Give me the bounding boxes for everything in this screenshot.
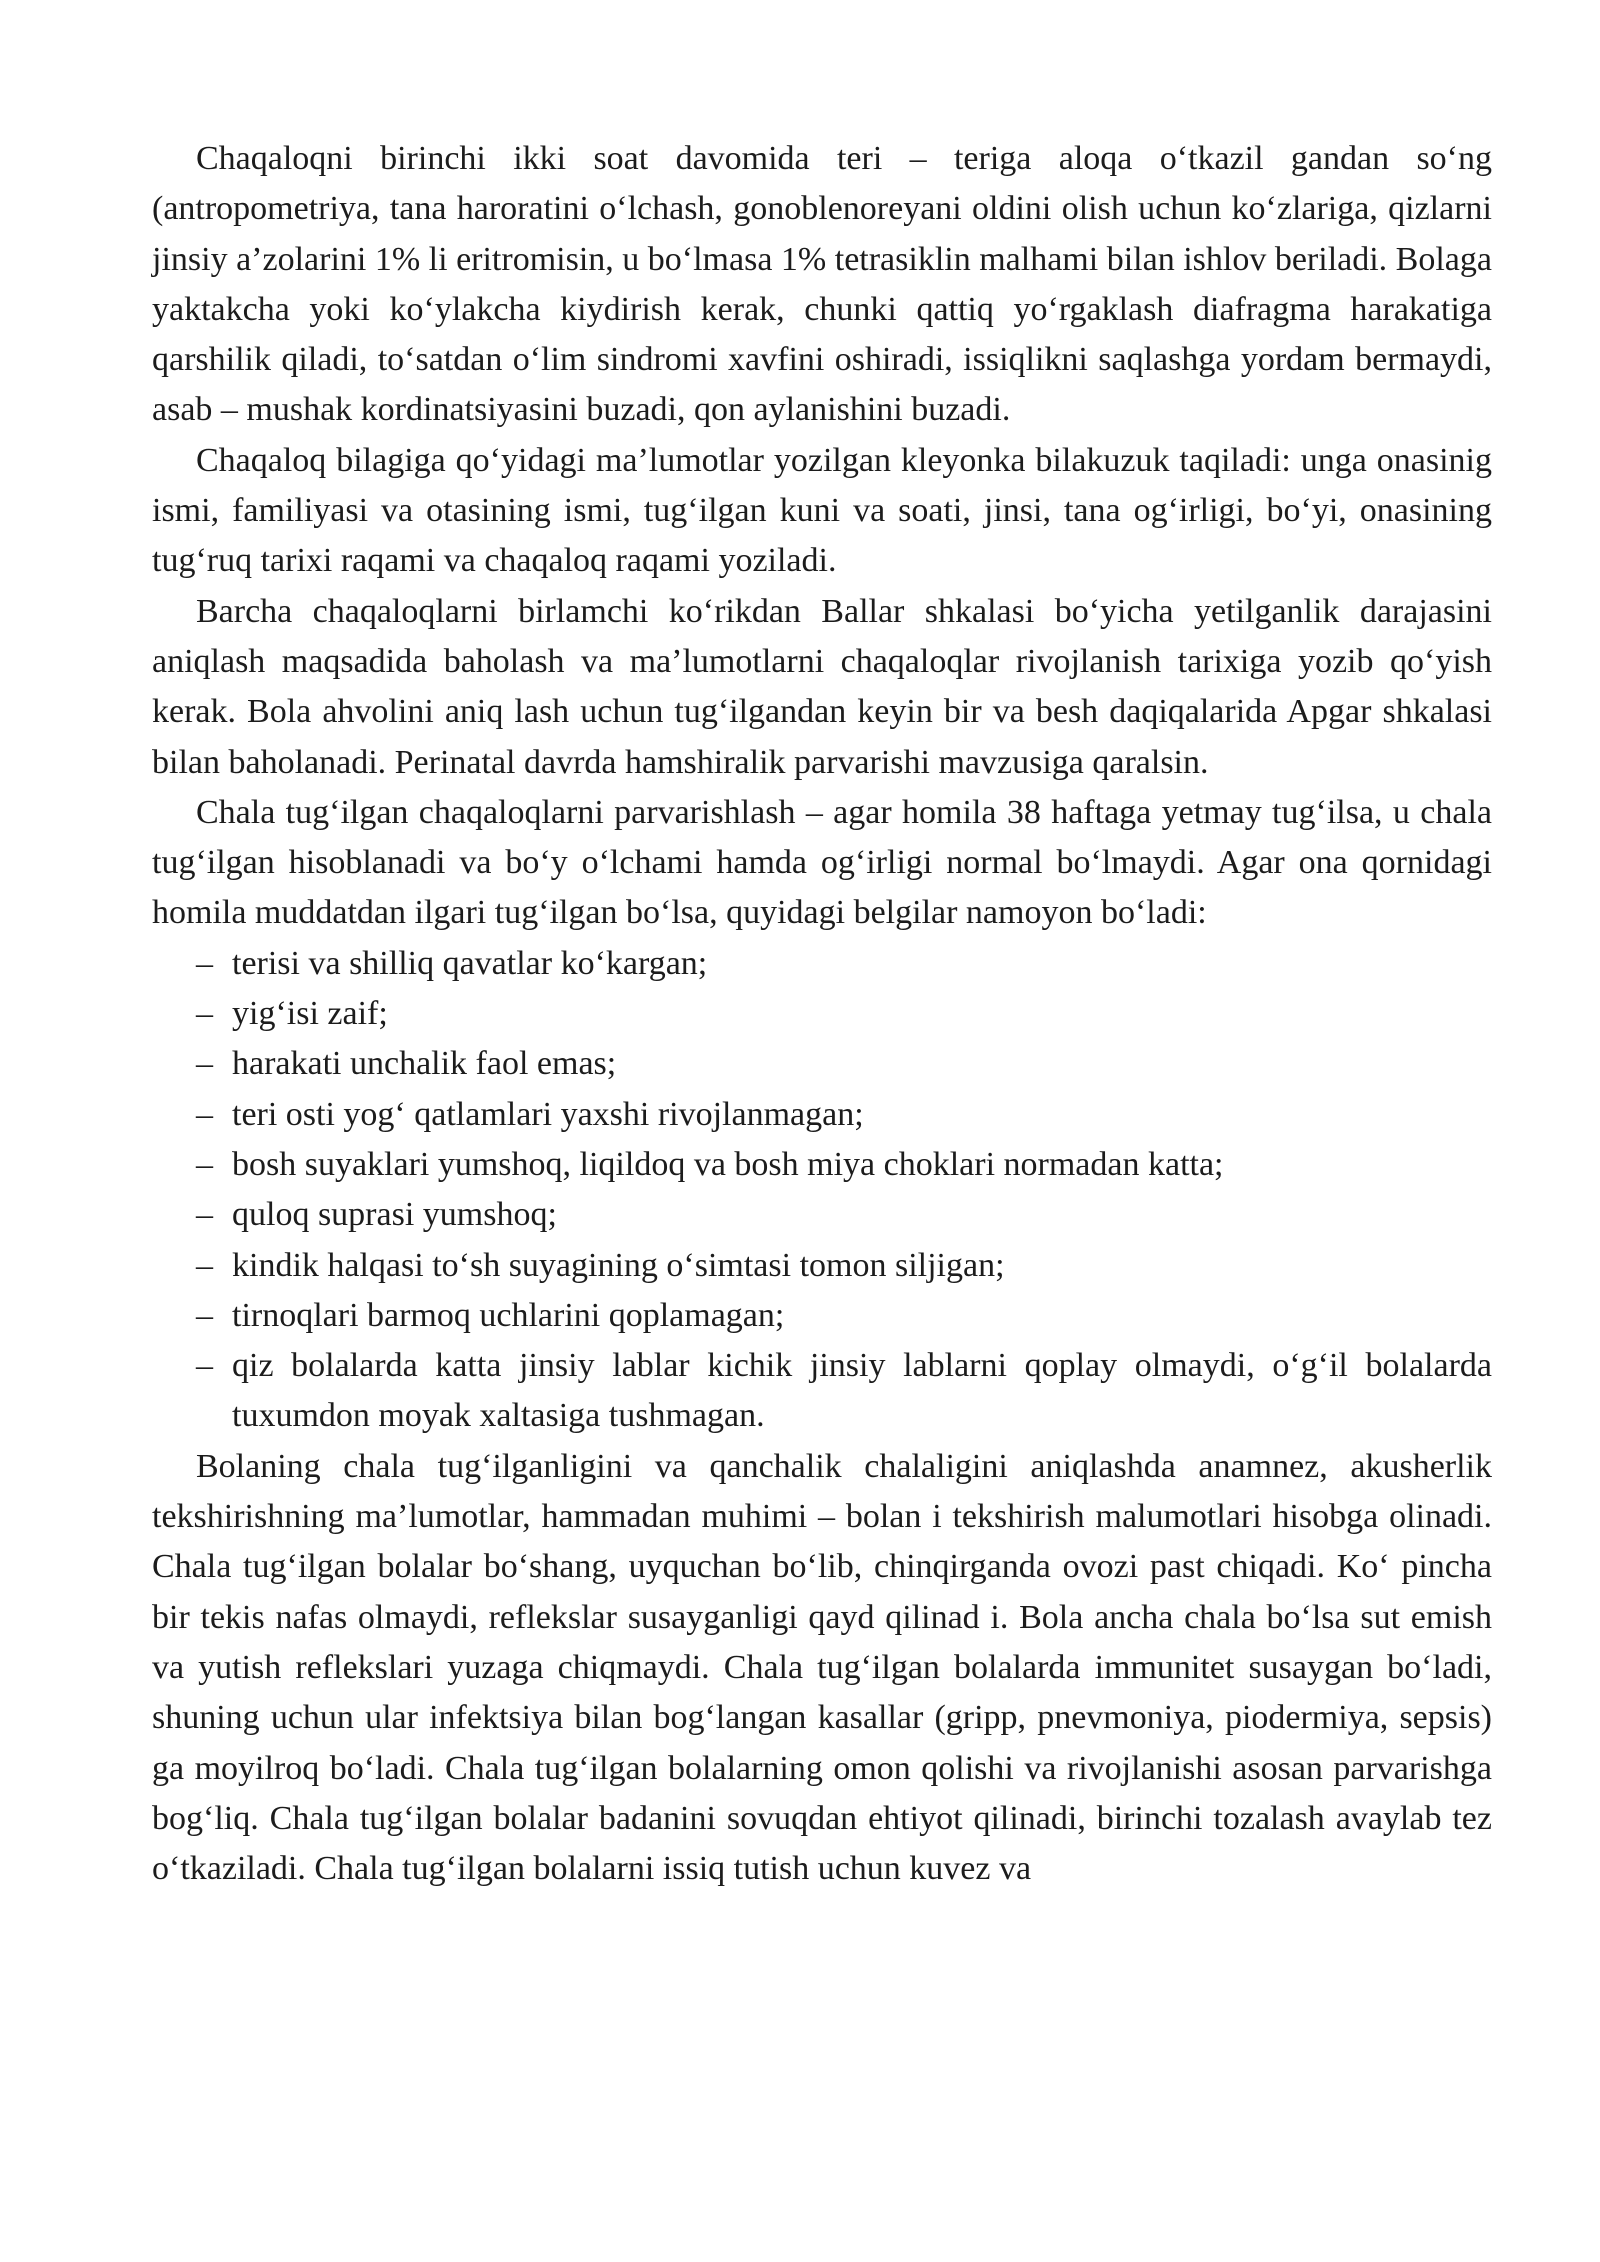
list-item-text: harakati unchalik faol emas; (232, 1045, 617, 1083)
list-item-text: terisi va shilliq qavatlar ko‘kargan; (232, 944, 708, 982)
paragraph-diagnosis: Bolaning chala tug‘ilganligini va qanchalik chalaligini aniqlashda anamnez, akusherlik tekshirishning ma’lumotlar, hammadan muhimi – bolan i tekshirish malumotlari hisobga olinadi. Chala tug‘ilgan bolalar bo‘shang, uyquchan bo‘lib, chinqirganda ovozi past chiqadi. Ko‘ pincha bir tekis nafas olmaydi, reflekslar susayganligi qayd qilinad i. Bola ancha chala bo‘lsa sut emish va yutish reflekslari yuzaga chiqmaydi. Chala tug‘ilgan bolalarda immunitet susaygan bo‘ladi, shuning uchun ular infektsiya bilan bog‘langan kasallar (gripp, pnevmoniya, piodermiya, sepsis) ga moyilroq bo‘ladi. Chala tug‘ilgan bolalarning omon qolishi va rivojlanishi asosan parvarishga bog‘liq. Chala tug‘ilgan bolalar badanini sovuqdan ehtiyot qilinadi, birinchi tozalash avaylab tez o‘tkaziladi. Chala tug‘ilgan bolalarni issiq tutish uchun kuvez va (152, 1447, 1492, 1888)
list-item (152, 1140, 1492, 1190)
paragraph-wristband: Chaqaloq bilagiga qo‘yidagi ma’lumotlar yozilgan kleyonka bilakuzuk taqiladi: unga onasinig ismi, familiyasi va otasining ismi, tug‘ilgan kuni va soati, jinsi, tana og‘irligi, bo‘yi, onasining tug‘ruq tarixi raqami va chaqaloq raqami yoziladi. (152, 441, 1492, 580)
list-item (152, 939, 1492, 989)
list-item (152, 989, 1492, 1039)
list-dash: – (196, 1196, 213, 1234)
list-item (152, 1190, 1492, 1240)
list-item-text: quloq suprasi yumshoq; (232, 1196, 557, 1234)
list-item (152, 1291, 1492, 1341)
list-item-text: bosh suyaklari yumshoq, liqildoq va bosh miya choklari normadan katta; (232, 1145, 1224, 1183)
list-item-text: tirnoqlari barmoq uchlarini qoplamagan; (232, 1296, 785, 1334)
paragraph-assessment: Barcha chaqaloqlarni birlamchi ko‘rikdan Ballar shkalasi bo‘yicha yetilganlik darajasini aniqlash maqsadida baholash va ma’lumotlarni chaqaloqlar rivojlanish tarixiga yozib qo‘yish kerak. Bola ahvolini aniq lash uchun tug‘ilgandan keyin bir va besh daqiqalarida Apgar shkalasi bilan baholanadi. Perinatal davrda hamshiralik parvarishi mavzusiga qaralsin. (152, 592, 1492, 781)
list-item-text: qiz bolalarda katta jinsiy lablar kichik jinsiy lablarni qoplay olmaydi, o‘g‘il bolalarda tuxumdon moyak xaltasiga tushmagan. (232, 1347, 1492, 1435)
document-page (152, 134, 1492, 1894)
paragraph-skin-contact: Chaqaloqni birinchi ikki soat davomida teri – teriga aloqa o‘tkazil gandan so‘ng (antropometriya, tana haroratini o‘lchash, gonoblenoreyani oldini olish uchun ko‘zlariga, qizlarni jinsiy a’zolarini 1% li eritromisin, u bo‘lmasa 1% tetrasiklin malhami bilan ishlov beriladi. Bolaga yaktakcha yoki ko‘ylakcha kiydirish kerak, chunki qattiq yo‘rgaklash diafragma harakatiga qarshilik qiladi, to‘satdan o‘lim sindromi xavfini oshiradi, issiqlikni saqlashga yordam bermaydi, asab – mushak kordinatsiyasini buzadi, qon aylanishini buzadi. (152, 140, 1492, 429)
list-dash: – (196, 995, 213, 1033)
list-dash: – (196, 1045, 213, 1083)
list-dash: – (196, 1296, 213, 1334)
list-item (152, 1090, 1492, 1140)
list-dash: – (196, 1246, 213, 1284)
list-item (152, 1241, 1492, 1291)
list-dash: – (196, 944, 213, 982)
list-dash: – (196, 1095, 213, 1133)
paragraph-premature-care: Chala tug‘ilgan chaqaloqlarni parvarishlash – agar homila 38 haftaga yetmay tug‘ilsa, u chala tug‘ilgan hisoblanadi va bo‘y o‘lchami hamda og‘irligi normal bo‘lmaydi. Agar ona qornidagi homila muddatdan ilgari tug‘ilgan bo‘lsa, quyidagi belgilar namoyon bo‘ladi: (152, 793, 1492, 932)
list-item (152, 1341, 1492, 1442)
list-dash: – (196, 1145, 213, 1183)
list-item (152, 1039, 1492, 1089)
list-dash: – (196, 1347, 213, 1385)
premature-signs-list (152, 939, 1492, 1442)
list-item-text: teri osti yog‘ qatlamlari yaxshi rivojlanmagan; (232, 1095, 864, 1133)
list-item-text: kindik halqasi to‘sh suyagining o‘simtasi tomon siljigan; (232, 1246, 1005, 1284)
list-item-text: yig‘isi zaif; (232, 995, 388, 1033)
